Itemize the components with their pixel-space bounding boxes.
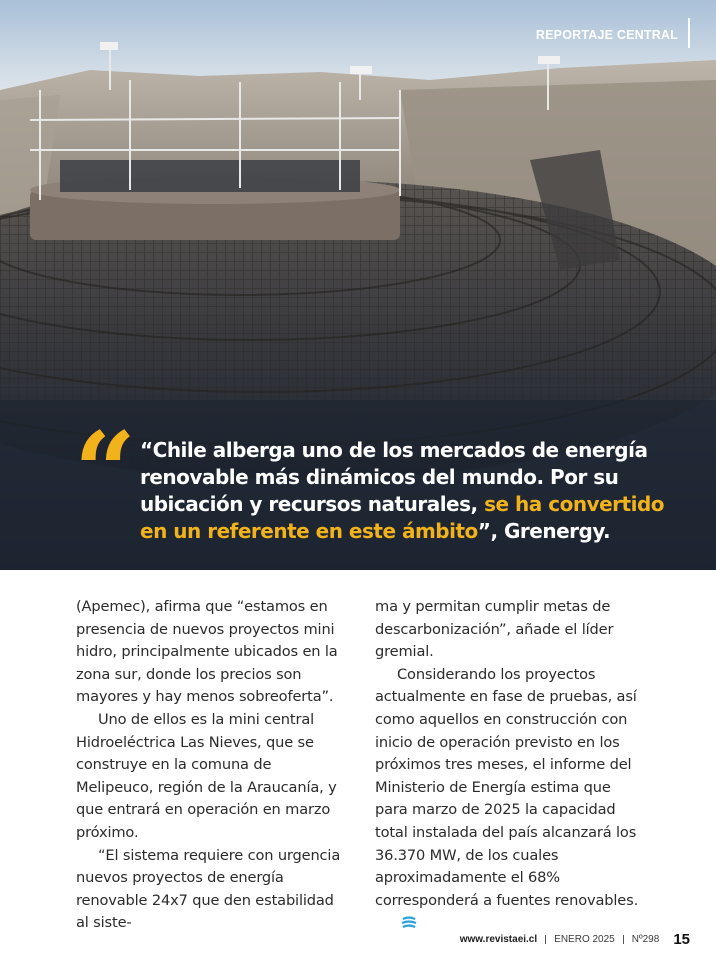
pull-quote-text: “Chile alberga uno de los mercados de energía renovable más dinámicos del mundo. Por su ubicación y recursos naturales, <box>140 438 648 516</box>
pull-quote-highlight: se ha convertido en un referente en este ámbito <box>140 492 664 543</box>
paragraph-text: Considerando los proyectos actualmente en fase de pruebas, así como aquellos en construcción con inicio de operación previsto en los próximos tres meses, el informe del Ministerio de Energía estima que para marzo de 2025 la capacidad total instalada del país alcanzará los 36.370 MW, de los cuales aproximadamente el 68% corresponderá a fuentes renovables. <box>375 665 639 909</box>
section-label: REPORTAJE CENTRAL <box>535 28 678 42</box>
paragraph <box>375 664 643 938</box>
article-column-right <box>375 596 643 938</box>
footer-issue-number: Nº298 <box>631 934 660 945</box>
end-mark-icon <box>379 915 417 938</box>
paragraph: Uno de ellos es la mini central Hidroeléctrica Las Nieves, que se construye en la comuna de Melipeuco, región de la Araucanía, y que entrará en operación en marzo próximo. <box>76 710 337 841</box>
paragraph: ma y permitan cumplir metas de descarbonización”, añade el líder gremial. <box>375 598 614 661</box>
page-footer <box>460 931 690 948</box>
footer-website: www.revistaei.cl <box>459 934 538 945</box>
footer-separator <box>623 935 624 944</box>
footer-separator <box>545 935 546 944</box>
paragraph: “El sistema requiere con urgencia nuevos proyectos de energía renovable 24x7 que den estabilidad al siste- <box>76 846 341 932</box>
quote-mark-icon: “ <box>74 409 137 535</box>
pull-quote-attribution: ”, Grenergy. <box>477 519 611 543</box>
footer-issue-date: ENERO 2025 <box>554 934 615 945</box>
section-divider <box>688 18 690 48</box>
page-number: 15 <box>673 931 690 948</box>
pull-quote <box>140 437 680 545</box>
article-column-left <box>76 596 344 935</box>
paragraph: (Apemec), afirma que “estamos en presencia de nuevos proyectos mini hidro, principalmente ubicados en la zona sur, donde los precios son mayores y hay menos sobreoferta”. <box>76 598 338 706</box>
